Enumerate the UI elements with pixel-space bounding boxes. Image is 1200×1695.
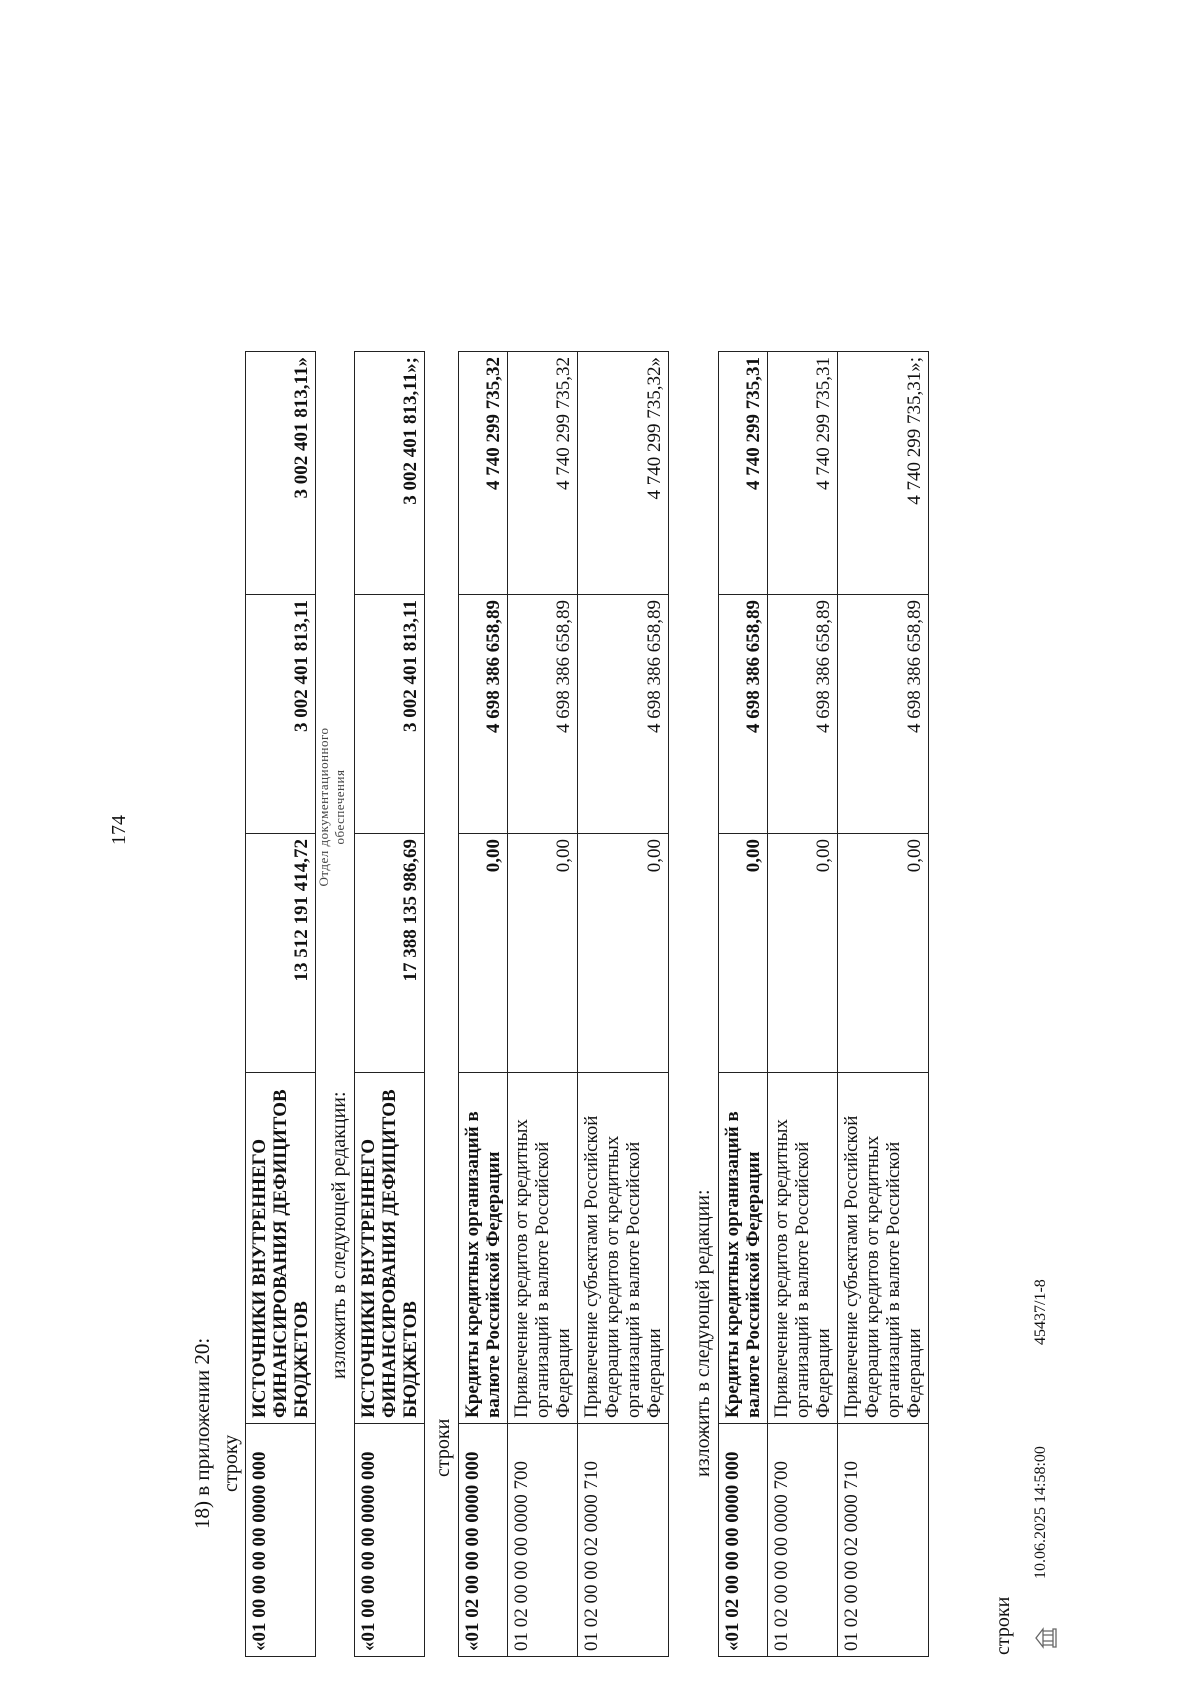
row-value-1: 13 512 191 414,72 (246, 834, 316, 1073)
emblem-icon (1030, 1623, 1060, 1653)
table-row (578, 352, 669, 1657)
row-code: 01 02 00 00 00 0000 700 (508, 1424, 578, 1657)
row-name: Привлечение кредитов от кредитных организаций в валюте Российской Федерации (768, 1073, 838, 1424)
label-stroku: строку (220, 1434, 242, 1492)
stamp-line-1: Отдел документационного (316, 727, 331, 887)
row-value-1: 0,00 (508, 834, 578, 1073)
row-value-3: 4 740 299 735,31 (768, 352, 838, 595)
row-code: «01 00 00 00 00 0000 000 (355, 1424, 425, 1657)
row-value-2: 4 698 386 658,89 (459, 595, 508, 834)
row-value-1: 0,00 (459, 834, 508, 1073)
table-new-credits (718, 351, 929, 1657)
row-value-2: 4 698 386 658,89 (768, 595, 838, 834)
table-new-sources (354, 351, 425, 1657)
row-value-3: 4 740 299 735,32 (459, 352, 508, 595)
row-name: Привлечение субъектами Российской Федерации кредитов от кредитных организаций в валюте Российской Федерации (578, 1073, 669, 1424)
row-value-1: 0,00 (768, 834, 838, 1073)
row-code: «01 02 00 00 00 0000 000 (459, 1424, 508, 1657)
label-stroki-2: строки (992, 1596, 1014, 1655)
department-stamp (316, 712, 348, 902)
row-value-1: 0,00 (838, 834, 929, 1073)
row-name: Кредиты кредитных организаций в валюте Российской Федерации (459, 1073, 508, 1424)
row-value-3: 3 002 401 813,11»; (355, 352, 425, 595)
table-row (459, 352, 508, 1657)
row-name: Привлечение кредитов от кредитных организаций в валюте Российской Федерации (508, 1073, 578, 1424)
row-value-2: 4 698 386 658,89 (838, 595, 929, 834)
row-code: «01 02 00 00 00 0000 000 (719, 1424, 768, 1657)
row-code: «01 00 00 00 00 0000 000 (246, 1424, 316, 1657)
row-value-2: 3 002 401 813,11 (246, 595, 316, 834)
row-value-1: 17 388 135 986,69 (355, 834, 425, 1073)
row-name: Привлечение субъектами Российской Федерации кредитов от кредитных организаций в валюте Российской Федерации (838, 1073, 929, 1424)
row-name: ИСТОЧНИКИ ВНУТРЕННЕГО ФИНАНСИРОВАНИЯ ДЕФИЦИТОВ БЮДЖЕТОВ (355, 1073, 425, 1424)
row-value-2: 4 698 386 658,89 (719, 595, 768, 834)
intro-text: 18) в приложении 20: (190, 1337, 214, 1529)
label-stroki-1: строки (432, 1418, 454, 1477)
row-code: 01 02 00 00 02 0000 710 (838, 1424, 929, 1657)
row-value-3: 4 740 299 735,31 (719, 352, 768, 595)
row-value-3: 3 002 401 813,11» (246, 352, 316, 595)
table-row (355, 352, 425, 1657)
row-value-3: 4 740 299 735,32 (508, 352, 578, 595)
table-old-sources (245, 351, 316, 1657)
footer-datetime: 10.06.2025 14:58:00 (1032, 1446, 1049, 1579)
row-value-3: 4 740 299 735,32» (578, 352, 669, 595)
row-name: Кредиты кредитных организаций в валюте Российской Федерации (719, 1073, 768, 1424)
table-row (838, 352, 929, 1657)
table-row (719, 352, 768, 1657)
row-value-3: 4 740 299 735,31»; (838, 352, 929, 595)
table-old-credits (458, 351, 669, 1657)
row-value-2: 3 002 401 813,11 (355, 595, 425, 834)
row-code: 01 02 00 00 00 0000 700 (768, 1424, 838, 1657)
table-row (768, 352, 838, 1657)
footer-doc-id: 45437/1-8 (1032, 1279, 1049, 1345)
row-value-2: 4 698 386 658,89 (508, 595, 578, 834)
page-number: 174 (108, 815, 130, 845)
row-code: 01 02 00 00 02 0000 710 (578, 1424, 669, 1657)
document-page (20, 77, 1120, 1677)
row-value-1: 0,00 (719, 834, 768, 1073)
label-izlozhit-1: изложить в следующей редакции: (328, 1091, 350, 1379)
table-row (508, 352, 578, 1657)
row-value-2: 4 698 386 658,89 (578, 595, 669, 834)
row-name: ИСТОЧНИКИ ВНУТРЕННЕГО ФИНАНСИРОВАНИЯ ДЕФИЦИТОВ БЮДЖЕТОВ (246, 1073, 316, 1424)
table-row (246, 352, 316, 1657)
stamp-line-2: обеспечения (332, 769, 347, 845)
label-izlozhit-2: изложить в следующей редакции: (692, 1189, 714, 1477)
row-value-1: 0,00 (578, 834, 669, 1073)
